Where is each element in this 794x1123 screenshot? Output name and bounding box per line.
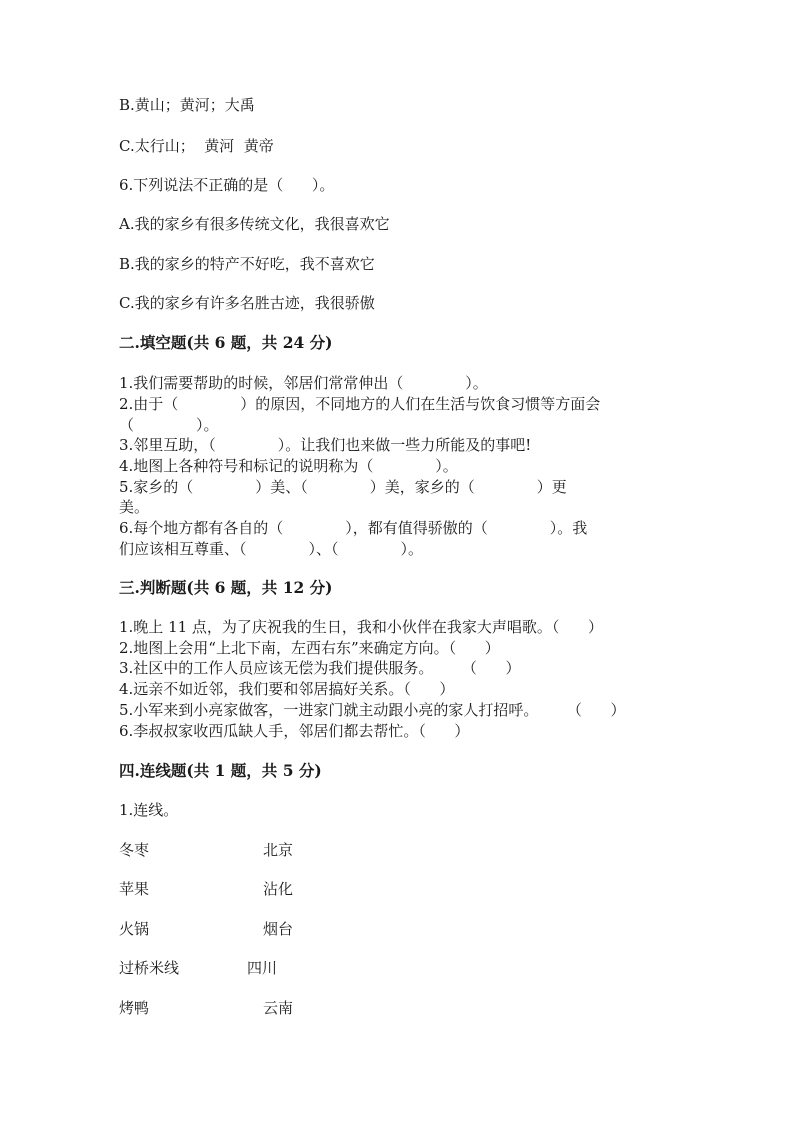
- fill-line: 美。: [119, 498, 150, 516]
- fill-line: 1.我们需要帮助的时候，邻居们常常伸出（ ）。: [119, 374, 488, 392]
- match-right-item: 四川: [247, 959, 278, 977]
- match-right-item: 云南: [263, 999, 294, 1017]
- fill-line: 2.由于（ ）的原因，不同地方的人们在生活与饮食习惯等方面会: [119, 395, 601, 413]
- judge-line: 3.社区中的工作人员应该无偿为我们提供服务。 （ ）: [119, 659, 521, 677]
- judge-line: 5.小军来到小亮家做客，一进家门就主动跟小亮的家人打招呼。 （ ）: [119, 701, 626, 719]
- judge-line: 1.晚上 11 点，为了庆祝我的生日，我和小伙伴在我家大声唱歌。（ ）: [119, 618, 604, 636]
- section-3-title: 三.判断题(共 6 题，共 12 分): [119, 578, 333, 597]
- question-6-option-a: A.我的家乡有很多传统文化，我很喜欢它: [119, 215, 390, 233]
- option-b-prev: B.黄山；黄河；大禹: [119, 96, 255, 114]
- fill-line: 们应该相互尊重、（ ）、（ ）。: [119, 540, 423, 558]
- match-right-item: 北京: [263, 841, 294, 859]
- fill-line: 5.家乡的（ ）美、（ ）美，家乡的（ ）更: [119, 478, 567, 496]
- match-left-item: 过桥米线: [119, 959, 180, 977]
- question-6-stem: 6.下列说法不正确的是（ ）。: [119, 176, 335, 194]
- fill-line: 3.邻里互助，（ ）。让我们也来做一些力所能及的事吧!: [119, 436, 532, 454]
- section-2-title: 二.填空题(共 6 题，共 24 分): [119, 333, 333, 352]
- match-left-item: 火锅: [119, 920, 150, 938]
- matching-stem: 1.连线。: [119, 801, 179, 819]
- judge-line: 6.李叔叔家收西瓜缺人手，邻居们都去帮忙。（ ）: [119, 722, 470, 740]
- match-left-item: 冬枣: [119, 841, 150, 859]
- question-6-option-b: B.我的家乡的特产不好吃，我不喜欢它: [119, 255, 375, 273]
- fill-line: 4.地图上各种符号和标记的说明称为（ ）。: [119, 457, 458, 475]
- question-6-option-c: C.我的家乡有许多名胜古迹，我很骄傲: [119, 294, 375, 312]
- fill-line: 6.每个地方都有各自的（ ），都有值得骄傲的（ ）。我: [119, 519, 588, 537]
- fill-line: （ ）。: [119, 416, 219, 434]
- section-4-title: 四.连线题(共 1 题，共 5 分): [119, 761, 322, 780]
- match-left-item: 烤鸭: [119, 999, 150, 1017]
- option-c-prev: C.太行山； 黄河 黄帝: [119, 137, 274, 155]
- match-right-item: 沾化: [263, 880, 294, 898]
- match-right-item: 烟台: [263, 920, 294, 938]
- judge-line: 4.远亲不如近邻，我们要和邻居搞好关系。（ ）: [119, 680, 455, 698]
- match-left-item: 苹果: [119, 880, 150, 898]
- judge-line: 2.地图上会用“上北下南，左西右东”来确定方向。（ ）: [119, 639, 500, 657]
